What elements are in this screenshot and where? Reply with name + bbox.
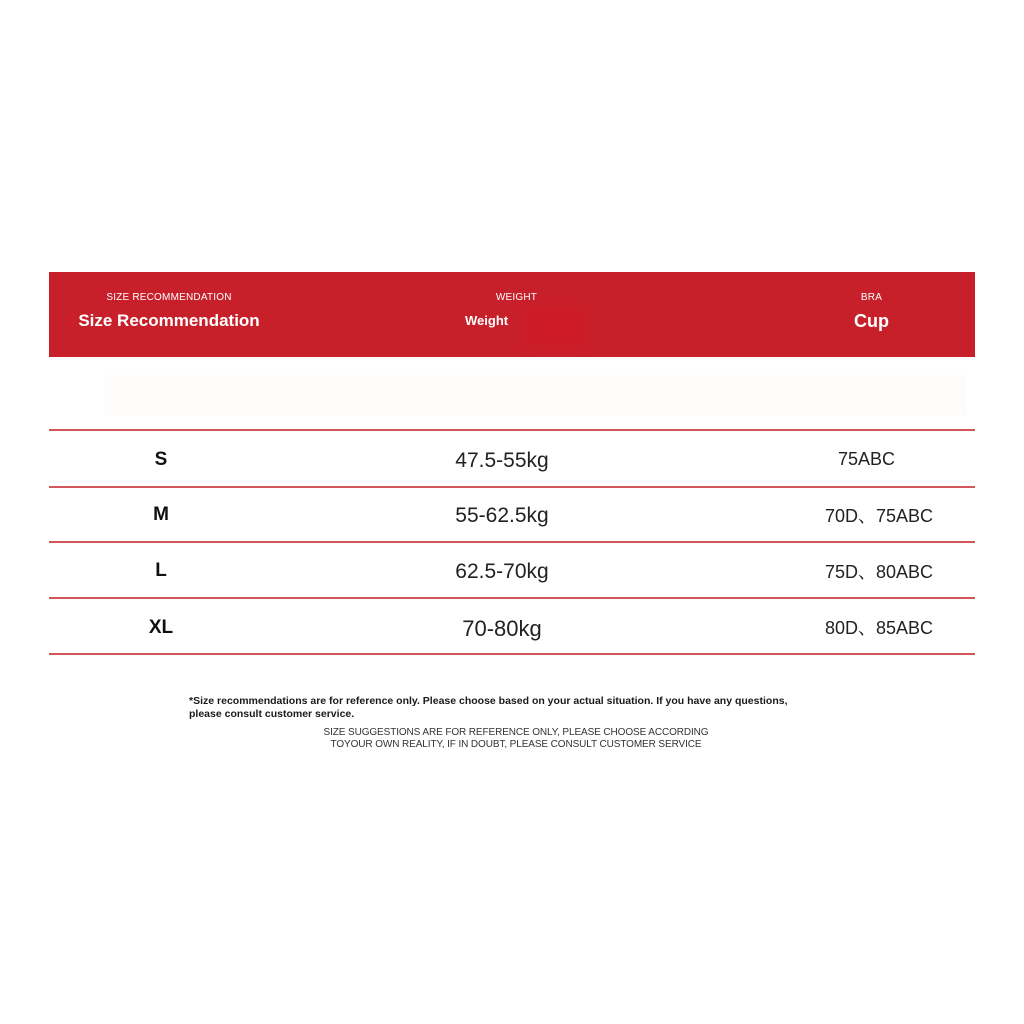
table-row (49, 543, 975, 599)
cup-cell: 70D、75ABC (824, 506, 934, 526)
weight-cell: 55-62.5kg (455, 504, 549, 527)
header-cup-label: Cup (854, 311, 889, 331)
cup-cell: 75D、80ABC (824, 562, 934, 582)
weight-cell: 62.5-70kg (455, 560, 549, 583)
header-cup (809, 292, 934, 332)
header-size-small-label: SIZE RECOMMENDATION (106, 292, 232, 303)
header-weight-small-label: WEIGHT (495, 292, 538, 303)
size-table (49, 272, 975, 655)
caps-line-2: TOYOUR OWN REALITY, IF IN DOUBT, PLEASE CONSULT CUSTOMER SERVICE (330, 739, 702, 750)
disclaimer-line-1: *Size recommendations are for reference only. Please choose based on your actual situation. If you have any questions, (189, 695, 788, 707)
size-disclaimer (189, 695, 849, 721)
cup-cell: 80D、85ABC (824, 618, 934, 638)
size-cell: XL (148, 617, 174, 638)
size-cell: S (154, 449, 168, 470)
disclaimer-line-2: please consult customer service. (189, 708, 355, 720)
weight-cell: 70-80kg (462, 616, 542, 641)
header-size-label: Size Recommendation (78, 311, 260, 330)
table-row (49, 488, 975, 543)
header-size-recommendation (59, 292, 279, 332)
size-disclaimer-caps (300, 727, 732, 751)
size-cell: L (155, 560, 167, 581)
header-bra-small-label: BRA (860, 292, 883, 303)
caps-line-1: SIZE SUGGESTIONS ARE FOR REFERENCE ONLY, PLEASE CHOOSE ACCORDING (323, 727, 709, 738)
table-row (49, 431, 975, 488)
header-smudge (526, 308, 586, 346)
cup-cell: 75ABC (837, 449, 896, 469)
table-body (49, 429, 975, 655)
table-row (49, 599, 975, 655)
size-cell: M (153, 504, 169, 525)
faint-band (104, 375, 967, 415)
header-spacer (49, 357, 975, 429)
table-header (49, 272, 975, 357)
weight-cell: 47.5-55kg (455, 449, 549, 472)
header-weight-label: Weight (465, 313, 509, 328)
